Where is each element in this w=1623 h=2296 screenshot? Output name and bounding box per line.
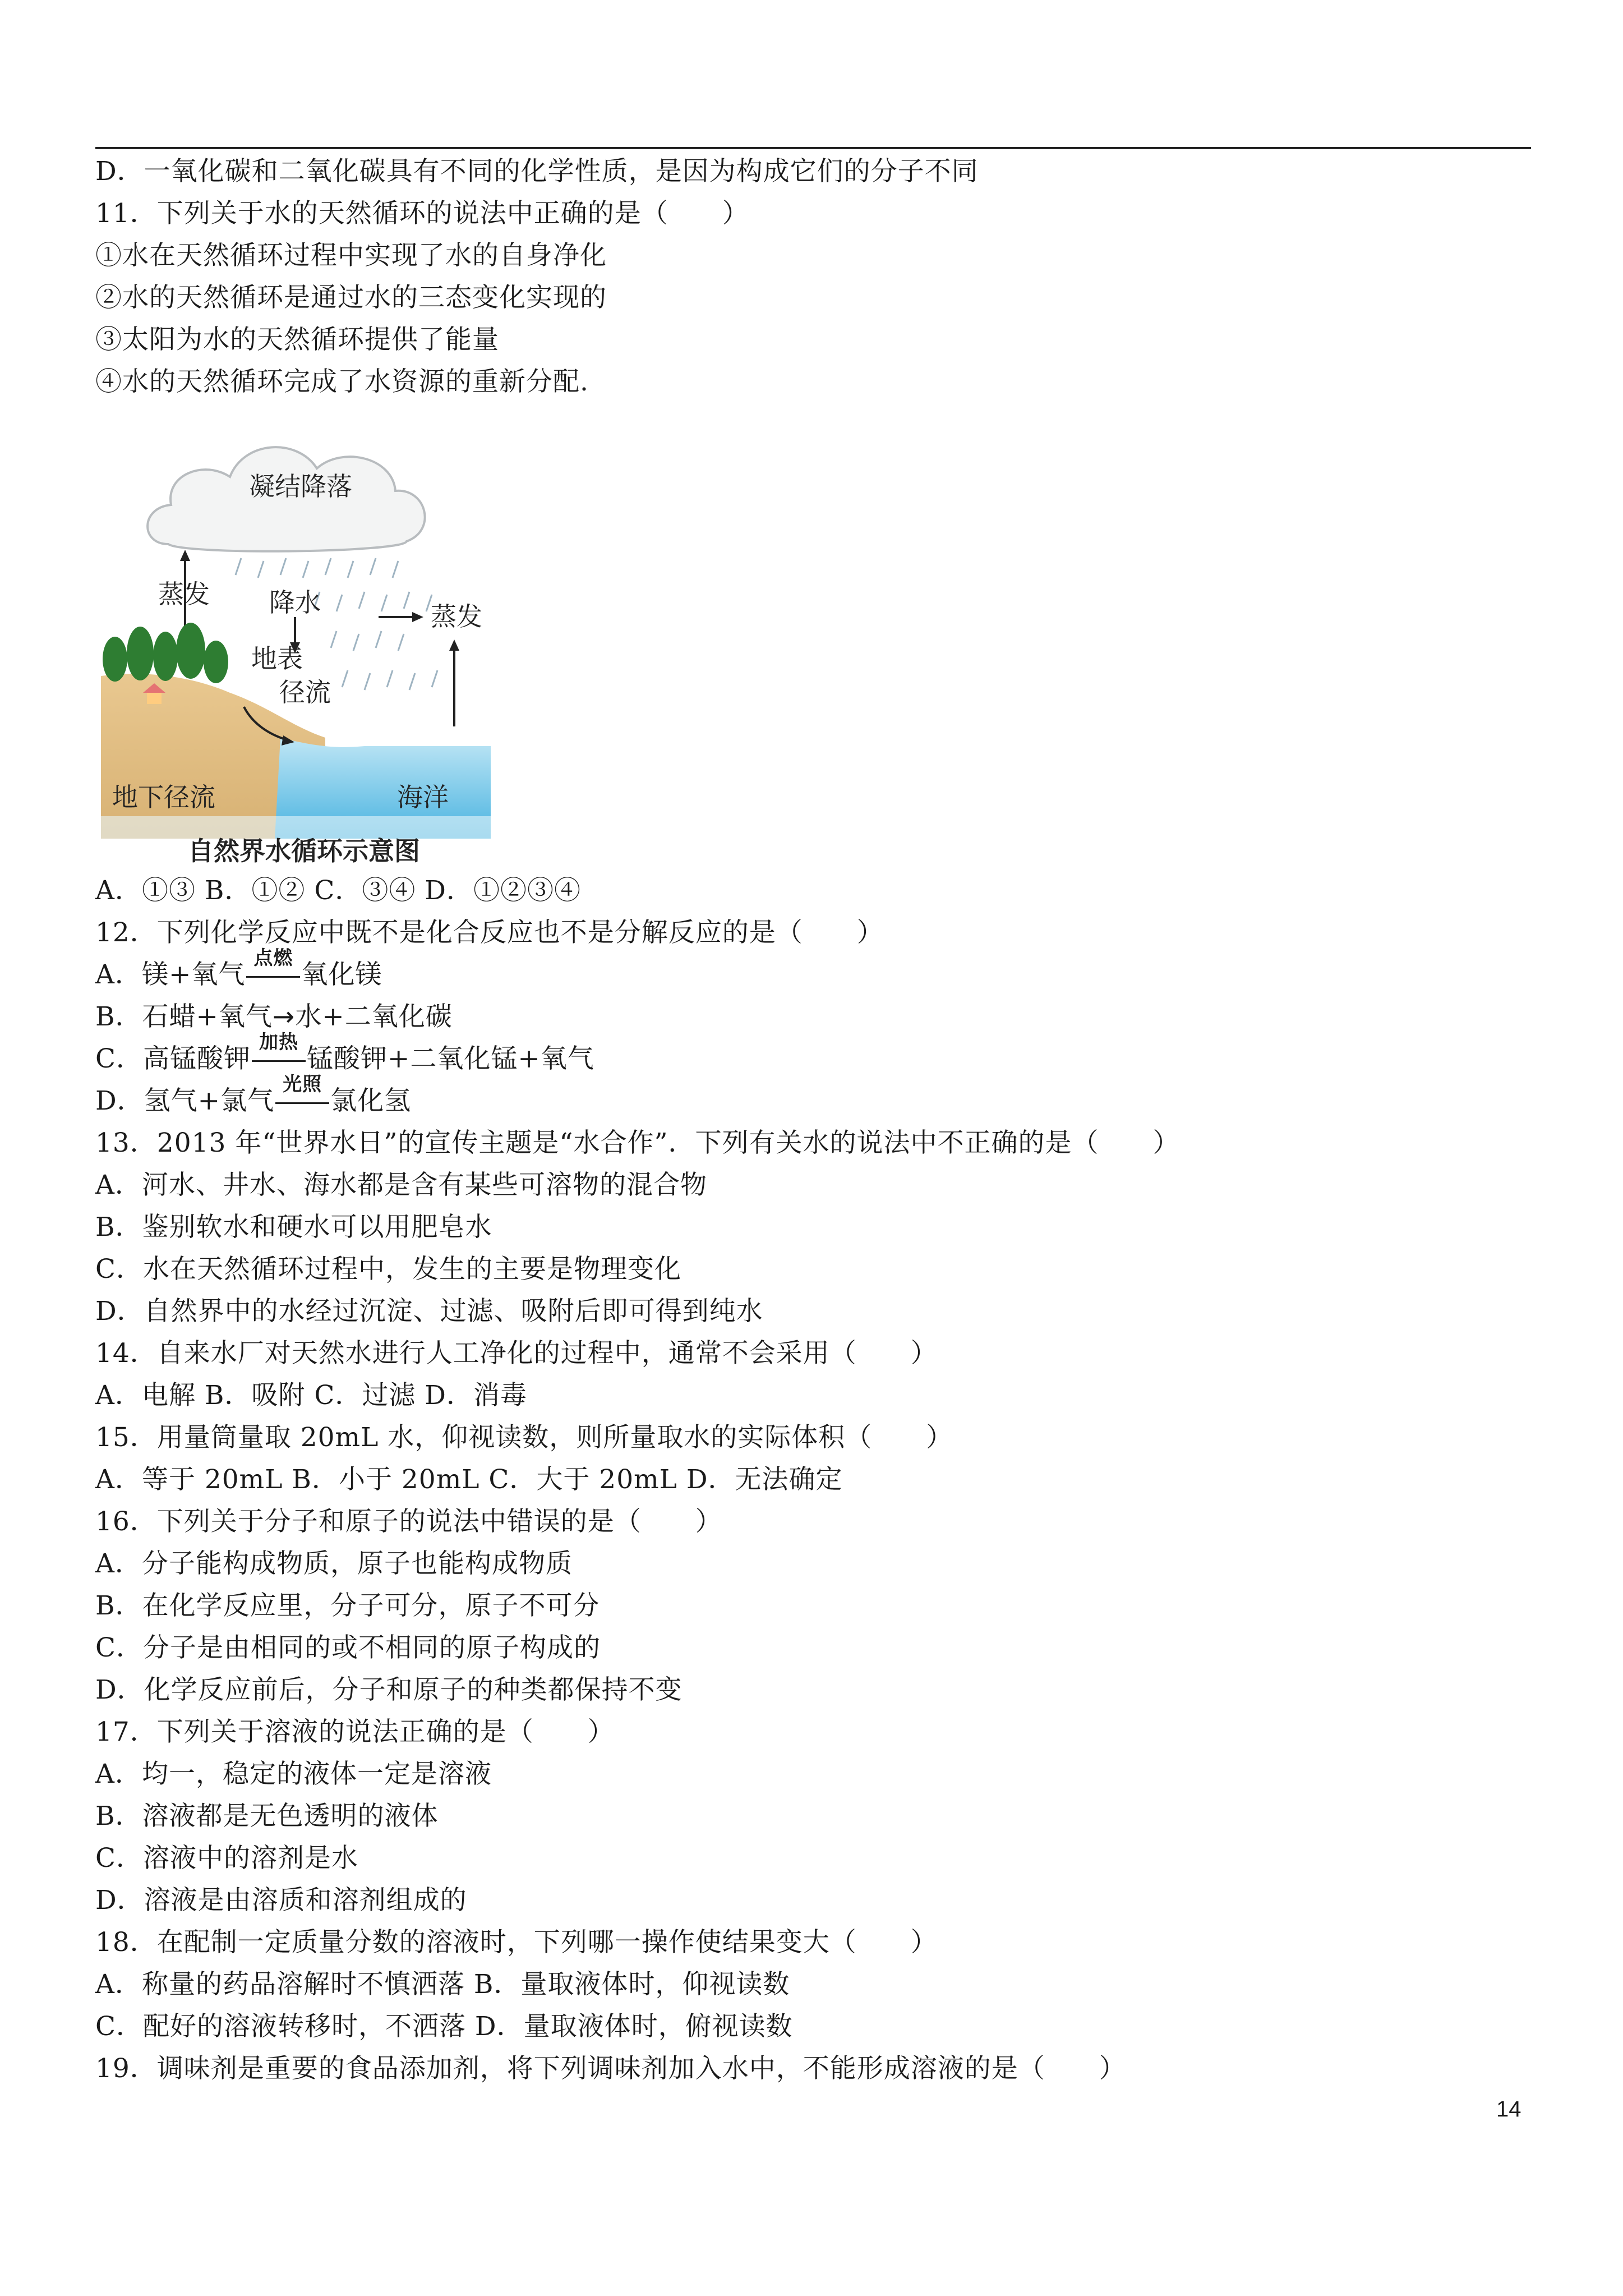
evaporation-label-right: 蒸发 (431, 601, 482, 632)
q13-option-c: C．水在天然循环过程中，发生的主要是物理变化 (95, 1254, 681, 1285)
q10-option-d: D．一氧化碳和二氧化碳具有不同的化学性质，是因为构成它们的分子不同 (95, 156, 979, 187)
surface-runoff-label-1: 地表 (251, 643, 303, 674)
q12-c-cond: 加热 (259, 1031, 298, 1053)
q12-option-d (95, 1073, 412, 1118)
q11-item-2: ②水的天然循环是通过水的三态变化实现的 (95, 282, 607, 313)
q16-option-b: B．在化学反应里，分子可分，原子不可分 (95, 1590, 600, 1621)
q12-b-left: B．石蜡+氧气 (95, 1001, 273, 1032)
q17-option-a: A．均一，稳定的液体一定是溶液 (95, 1759, 492, 1789)
groundwater-label: 地下径流 (112, 782, 215, 812)
q11-item-1: ①水在天然循环过程中实现了水的自身净化 (95, 240, 607, 271)
q17-option-d: D．溶液是由溶质和溶剂组成的 (95, 1885, 467, 1916)
q17-stem: 17．下列关于溶液的说法正确的是（ ） (95, 1717, 615, 1747)
q12-d-left: D．氢气+氯气 (95, 1085, 275, 1116)
q14-stem: 14．自来水厂对天然水进行人工净化的过程中，通常不会采用（ ） (95, 1338, 938, 1369)
q12-a-right: 氧化镁 (301, 959, 382, 990)
q13-option-a: A．河水、井水、海水都是含有某些可溶物的混合物 (95, 1170, 707, 1200)
ocean-label: 海洋 (397, 782, 449, 812)
precipitation-label: 降水 (269, 587, 321, 618)
q11-item-4: ④水的天然循环完成了水资源的重新分配. (95, 366, 589, 397)
q12-option-c (95, 1031, 594, 1076)
water-cycle-figure (101, 424, 494, 867)
figure-caption: 自然界水循环示意图 (188, 836, 420, 866)
q15-stem: 15．用量筒量取 20mL 水，仰视读数，则所量取水的实际体积（ ） (95, 1422, 953, 1453)
q12-c-left: C．高锰酸钾 (95, 1043, 251, 1074)
cloud-label: 凝结降落 (249, 471, 352, 501)
q12-a-left: A．镁+氧气 (95, 959, 246, 990)
q12-c-right: 锰酸钾+二氧化锰+氧气 (306, 1043, 594, 1074)
q12-stem: 12．下列化学反应中既不是化合反应也不是分解反应的是（ ） (95, 917, 884, 948)
condition-arrow-a (245, 947, 301, 992)
q11-options: A．①③ B．①② C．③④ D．①②③④ (95, 875, 581, 906)
house-body (147, 693, 162, 704)
q12-a-cond: 点燃 (253, 947, 293, 969)
q12-d-cond: 光照 (283, 1073, 322, 1096)
surface-runoff-label-2: 径流 (279, 677, 331, 707)
q12-b-arrow: → (272, 1001, 296, 1032)
q12-b-right: 水+二氧化碳 (295, 1001, 453, 1032)
page-number: 14 (1496, 2097, 1521, 2122)
q11-item-3: ③太阳为水的天然循环提供了能量 (95, 324, 499, 355)
water-cycle-diagram (101, 424, 494, 867)
q16-option-d: D．化学反应前后，分子和原子的种类都保持不变 (95, 1674, 683, 1705)
q11-stem: 11．下列关于水的天然循环的说法中正确的是（ ） (95, 198, 749, 229)
trees (103, 623, 228, 683)
q18-stem: 18．在配制一定质量分数的溶液时，下列哪一操作使结果变大（ ） (95, 1927, 938, 1958)
q18-options-cd: C．配好的溶液转移时，不洒落 D．量取液体时，俯视读数 (95, 2011, 793, 2042)
q13-option-b: B．鉴别软水和硬水可以用肥皂水 (95, 1212, 492, 1243)
q15-options: A．等于 20mL B．小于 20mL C．大于 20mL D．无法确定 (95, 1464, 843, 1495)
header-rule (95, 147, 1531, 149)
q19-stem: 19．调味剂是重要的食品添加剂，将下列调味剂加入水中，不能形成溶液的是（ ） (95, 2053, 1126, 2084)
q12-d-right: 氯化氢 (330, 1085, 412, 1116)
q18-options-ab: A．称量的药品溶解时不慎洒落 B．量取液体时，仰视读数 (95, 1969, 790, 2000)
q16-option-c: C．分子是由相同的或不相同的原子构成的 (95, 1632, 601, 1663)
q17-option-c: C．溶液中的溶剂是水 (95, 1843, 358, 1874)
evaporation-label-left: 蒸发 (158, 579, 210, 609)
q13-stem: 13．2013 年“世界水日”的宣传主题是“水合作”．下列有关水的说法中不正确的是（ ） (95, 1128, 1180, 1158)
condition-arrow-d (274, 1073, 330, 1118)
q16-option-a: A．分子能构成物质，原子也能构成物质 (95, 1548, 573, 1579)
q12-option-a (95, 947, 382, 992)
q13-option-d: D．自然界中的水经过沉淀、过滤、吸附后即可得到纯水 (95, 1296, 763, 1327)
q14-options: A．电解 B．吸附 C．过滤 D．消毒 (95, 1380, 527, 1411)
q16-stem: 16．下列关于分子和原子的说法中错误的是（ ） (95, 1506, 722, 1537)
q17-option-b: B．溶液都是无色透明的液体 (95, 1801, 439, 1832)
